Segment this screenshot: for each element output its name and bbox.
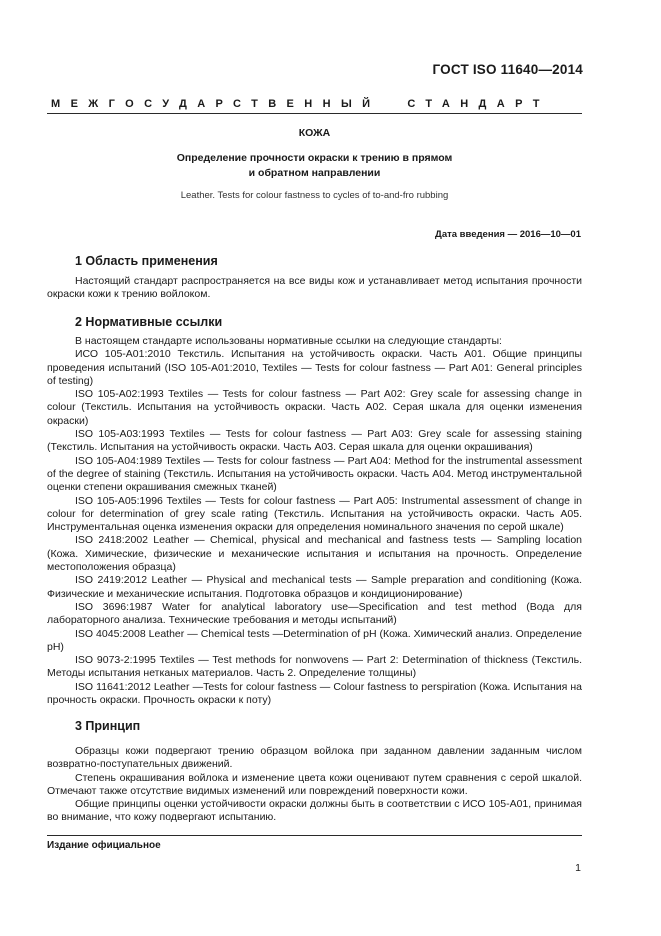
introduction-date: Дата введения — 2016—10—01 xyxy=(435,229,581,240)
paragraph: В настоящем стандарте использованы нормативные ссылки на следующие стандарты: xyxy=(75,335,502,347)
standard-type-banner: МЕЖГОСУДАРСТВЕННЫЙ СТАНДАРТ xyxy=(51,98,550,110)
footer-rule xyxy=(47,835,582,836)
page-number: 1 xyxy=(575,862,581,874)
section-heading-scope: 1 Область применения xyxy=(75,254,218,268)
reference-item: ISO 11641:2012 Leather —Tests for colour fastness — Colour fastness to perspiration (Кожа. Испытания на прочность окраски. Прочность окраски к поту) xyxy=(47,680,582,707)
reference-item: ISO 3696:1987 Water for analytical laboratory use—Specification and test method (Вода для лабораторного анализа. Технические требования и методы испытаний) xyxy=(47,600,582,627)
reference-item: ISO 2419:2012 Leather — Physical and mechanical tests — Sample preparation and conditioning (Кожа. Физические и механические испытания. Подготовка образцов и кондиционирование) xyxy=(47,574,582,600)
paragraph: Образцы кожи подвергают трению образцом войлока при заданном давлении заданным числом возвратно-поступательных движений. xyxy=(47,745,582,771)
reference-item: ISO 4045:2008 Leather — Chemical tests —Determination of pH (Кожа. Химический анализ. Определение pH) xyxy=(47,627,582,653)
reference-item: ISO 105-A04:1989 Textiles — Tests for colour fastness — Part A04: Method for the instrumental assessment of the degree of staining (Текстиль. Испытания на устойчивость окраски. Часть А04. Метод инструментальной оценки степени окрашивания смежных тканей) xyxy=(47,454,582,494)
section-body-references xyxy=(47,335,582,707)
section-heading-principle: 3 Принцип xyxy=(75,719,141,733)
official-edition-note: Издание официальное xyxy=(47,840,161,851)
paragraph: Настоящий стандарт распространяется на все виды кож и устанавливает метод испытания прочности окраски кожи к трению войлоком. xyxy=(47,275,582,301)
reference-item: ISO 105-A03:1993 Textiles — Tests for colour fastness — Part A03: Grey scale for assessing staining (Текстиль. Испытания на устойчивость окраски. Часть А03. Серая шкала для оценки окрашивания) xyxy=(47,428,582,454)
section-body-scope xyxy=(47,275,582,302)
paragraph: Общие принципы оценки устойчивости окраски должны быть в соответствии с ИСО 105-А01, принимая во внимание, что кожу подвергают испытанию. xyxy=(47,798,582,824)
reference-item: ISO 105-A05:1996 Textiles — Tests for colour fastness — Part A05: Instrumental assessment of change in colour for determination of grey scale rating (Текстиль. Испытания на устойчивость окраски. Часть А05. Инструментальная оценка изменения окраски для определения номинального значения по серой шкале) xyxy=(47,494,582,534)
reference-item: ISO 2418:2002 Leather — Chemical, physical and mechanical and fastness tests — Sampling location (Кожа. Химические, физические и механические испытания и испытания на прочность. Определение местоположения образца) xyxy=(47,534,582,574)
subtitle-line: Определение прочности окраски к трению в прямом xyxy=(176,152,453,164)
reference-item: ИСО 105-А01:2010 Текстиль. Испытания на устойчивость окраски. Часть А01. Общие принципы проведения испытаний (ISO 105-A01:2010, Textiles — Tests for colour fastness — Part A01: General principles of testing) xyxy=(47,348,582,387)
header-rule xyxy=(47,113,582,114)
reference-item: ISO 105-A02:1993 Textiles — Tests for colour fastness — Part A02: Grey scale for assessing change in colour (Текстиль. Испытания на устойчивость окраски. Часть А02. Серая шкала для оценки изменения окраски) xyxy=(47,388,582,427)
english-title: Leather. Tests for colour fastness to cycles of to-and-fro rubbing xyxy=(180,190,449,201)
section-body-principle xyxy=(47,745,582,825)
document-title: КОЖА xyxy=(298,127,331,139)
document-subtitle xyxy=(47,151,582,181)
section-heading-references: 2 Нормативные ссылки xyxy=(75,315,223,329)
reference-item: ISO 9073-2:1995 Textiles — Test methods for nonwovens — Part 2: Determination of thickness (Текстиль. Методы испытания нетканых материалов. Часть 2. Определение толщины) xyxy=(47,654,582,680)
paragraph: Степень окрашивания войлока и изменение цвета кожи оценивают путем сравнения с серой шкалой. Отмечают также отсутствие видимых изменений или повреждений поверхности кожи. xyxy=(47,771,582,797)
standard-code: ГОСТ ISO 11640—2014 xyxy=(432,62,583,77)
subtitle-line: и обратном направлении xyxy=(248,167,381,179)
